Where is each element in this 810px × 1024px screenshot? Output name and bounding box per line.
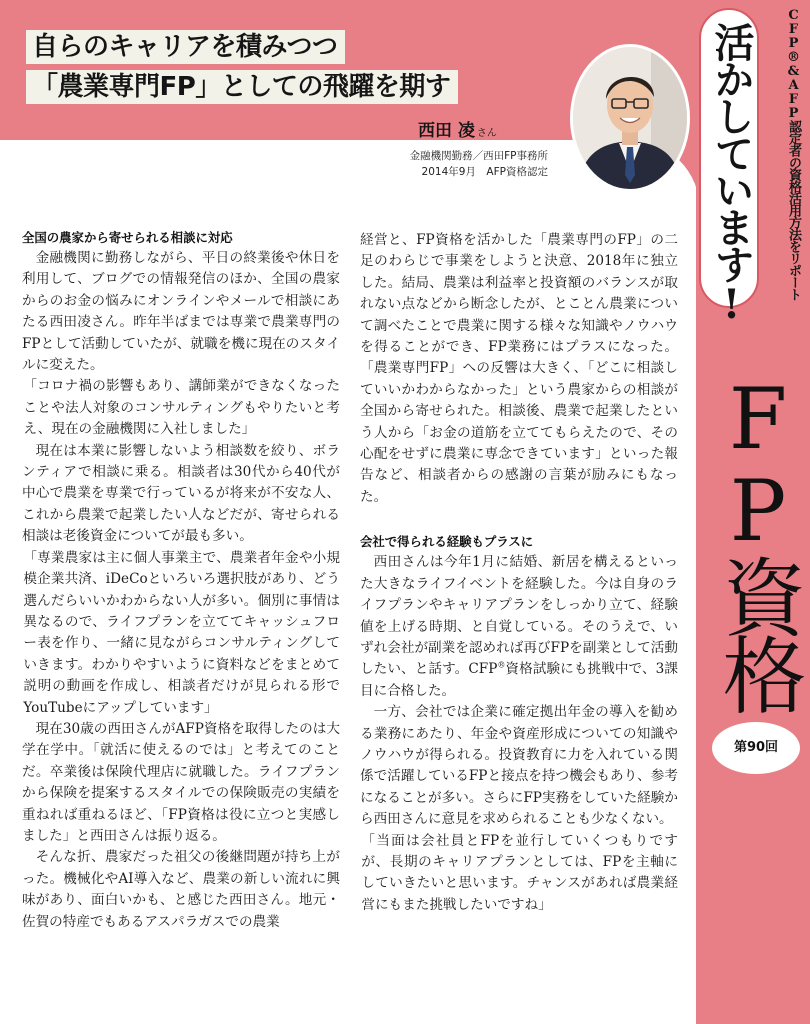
article-title-line-2: 「農業専門FP」としての飛躍を期す <box>26 70 458 104</box>
section-heading: 会社で得られる経験もプラスに <box>360 534 534 550</box>
author-name-text: 西田 凌 <box>418 121 475 141</box>
article-column-1 <box>22 228 340 933</box>
author-portrait-photo <box>570 44 690 192</box>
author-certification: 2014年9月 AFP資格認定 <box>421 166 548 178</box>
paragraph: そんな折、農家だった祖父の後継問題が持ち上がった。機械化やAI導入など、農業の新しい流れに興味があり、面白いかも、と感じた西田さん。地元・佐賀の特産でもあるアスパラガスでの農業 <box>22 849 340 930</box>
quote-paragraph: 「当面は会社員とFPを並行していくつもりですが、長期のキャリアプランとしては、FPを主軸にしていきたいと思います。チャンスがあれば農業経営にもまた挑戦したいですね」 <box>361 832 678 913</box>
issue-number-badge: 第90回 <box>712 722 800 774</box>
series-description: CFP®&AFP認定者の資格活用方法をリポート <box>786 8 801 300</box>
paragraph <box>360 552 678 702</box>
quote-paragraph: 「コロナ禍の影響もあり、講師業ができなくなったことや法人対象のコンサルティングもやりたいと考え、現在の金融機関に入社しました」 <box>23 378 340 438</box>
article-title-line-1: 自らのキャリアを積みつつ <box>26 30 345 64</box>
author-honorific: さん <box>476 128 497 139</box>
portrait-illustration <box>573 47 687 189</box>
quote-paragraph: 「専業農家は主に個人事業主で、農業者年金や小規模企業共済、iDeCoといろいろ選択肢があり、どう選んだらいいかわからない人が多い。個別に事情は異なるので、ライフプランを立ててキャッシュフロー表を作り、一緒に見ながらコンサルティングしていきます。わかりやすいように資料などをまとめて説明の動画を作成し、相談者だけが見られる形でYouTubeにアップしています」 <box>23 549 340 716</box>
paragraph: 現在は本業に影響しないよう相談数を絞り、ボランティアで相談に乗る。相談者は30代から40代が中心で農業を専業で行っているが将来が不安な人、これから農業で起業したい人などだが、寄せられる相談は老後資金についてが最も多い。 <box>22 442 340 545</box>
paragraph-text: 資格試験にも挑戦中で、3課目に合格した。 <box>360 661 678 699</box>
article-column-2 <box>360 230 678 916</box>
author-affiliation: 金融機関勤務／西田FP事務所 <box>409 150 548 162</box>
author-info <box>0 148 548 180</box>
column-title: FP資格 <box>709 370 807 710</box>
paragraph: 現在30歳の西田さんがAFP資格を取得したのは大学在学中。「就活に使えるのでは」と考えてのことだ。卒業後は保険代理店に就職した。ライフプランから保険を提案するスタイルでの保険販売の実績を重ねれば重ねるほど、「FP資格は役に立つと実感しました」と西田さんは振り返る。 <box>22 720 340 844</box>
paragraph: 一方、会社では企業に確定拠出年金の導入を勧める業務にあたり、年金や資産形成についての知識やノウハウが得られる。投資教育に力を入れている関係で活躍しているFPと接点を持つ機会もあり、参考になることが多い。さらにFP実務をしていた経験から西田さんに意見を求められることも少なくない。 <box>360 704 678 828</box>
registered-mark: ® <box>497 660 506 670</box>
author-name <box>418 116 497 141</box>
section-heading: 全国の農家から寄せられる相談に対応 <box>22 230 233 245</box>
column-tagline: 活かしています! <box>708 22 755 325</box>
paragraph: 経営と、FP資格を活かした「農業専門のFP」の二足のわらじで事業をしようと決意、2018年に独立した。結局、農業は利益率と投資額のバランスが取れない点などから断念したが、とことん農業について調べたことで農業に関する様々な知識やノウハウを得ることができ、FP業務にはプラスになった。「農業専門FP」への反響は大きく、「どこに相談していいかわからなかった」という農家からの相談が全国から寄せられた。相談後、農業で起業したという人から「お金の道筋を立ててもらえたので、その心配をせずに農業に専念できています」といった報告など、相談者からの感謝の言葉が励みにもなった。 <box>360 232 678 505</box>
paragraph: 金融機関に勤務しながら、平日の終業後や休日を利用して、ブログでの情報発信のほか、全国の農家からのお金の悩みにオンラインやメールで相談にあたる西田凌さん。昨年半ばまでは専業で農業専門のFPとして活動していたが、就職を機に現在のスタイルに変えた。 <box>22 250 340 374</box>
paragraph-text: 西田さんは今年1月に結婚、新居を構えるといった大きなライフイベントを経験した。今は自身のライフプランやキャリアプランをしっかり立て、経験値を上げる時期、と自覚している。そのうえで、いずれ会社が副業を認めれば再びFPを副業として活動したい、と話す。CFP <box>360 554 678 678</box>
